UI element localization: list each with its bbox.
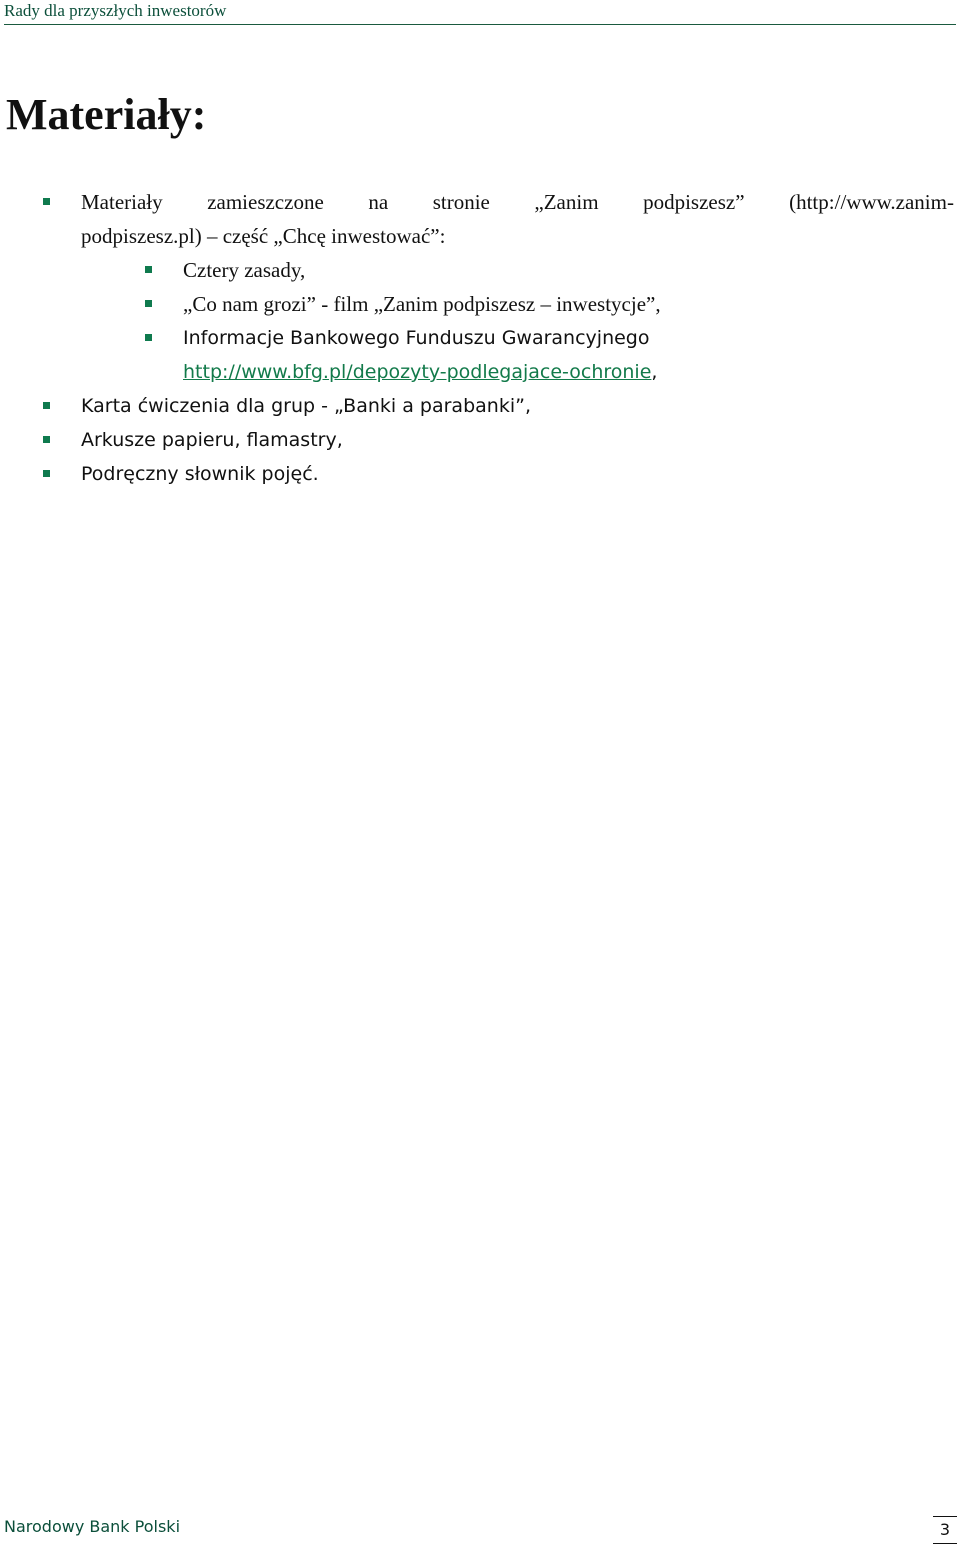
bullet-icon [145,334,152,341]
sub-item-link-line [183,355,657,389]
word: stronie [432,190,490,214]
page-number: 3 [933,1516,957,1544]
sub-item: „Co nam grozi” - film „Zanim podpiszesz – inwestycje”, [183,292,661,316]
word: Materiały [81,190,163,214]
bullet-icon [145,266,152,273]
bullet-icon [43,436,50,443]
bfg-link[interactable]: http://www.bfg.pl/depozyty-podlegajace-ochronie [183,361,652,383]
sub-item: Cztery zasady, [183,258,306,282]
link-suffix: , [651,361,658,383]
bullet-icon [43,470,50,477]
sub-item: Informacje Bankowego Funduszu Gwarancyjnego [183,327,650,349]
word: na [368,190,389,214]
list-item: Arkusze papieru, flamastry, [81,429,343,451]
bullet-icon [145,300,152,307]
list-item: Podręczny słownik pojęć. [81,463,319,485]
word: podpiszesz” [643,190,745,214]
list-item-1-line-2: podpiszesz.pl) – część „Chcę inwestować”: [81,224,446,248]
list-item: Karta ćwiczenia dla grup - „Banki a parabanki”, [81,395,531,417]
word: zamieszczone [207,190,324,214]
header-rule [4,24,956,25]
word: (http://www.zanim- [789,190,954,214]
list-item-1-line-1 [81,185,954,219]
bullet-icon [43,402,50,409]
footer-publisher: Narodowy Bank Polski [4,1517,181,1536]
word: „Zanim [534,190,599,214]
page-title: Materiały: [6,90,207,139]
bullet-icon [43,198,50,205]
running-header: Rady dla przyszłych inwestorów [4,1,227,20]
